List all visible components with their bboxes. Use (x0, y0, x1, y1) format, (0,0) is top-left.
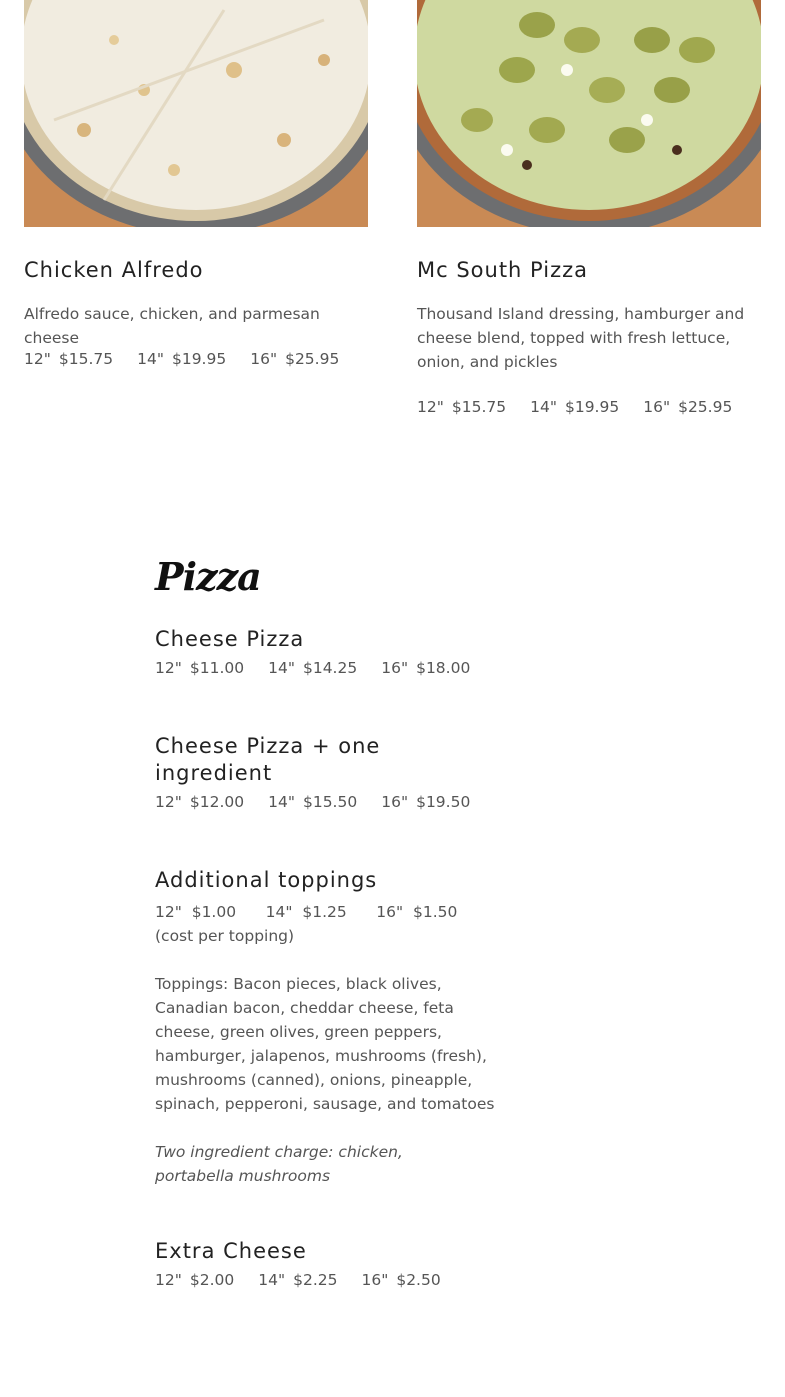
card-description: Alfredo sauce, chicken, and parmesan cheese (24, 305, 320, 347)
featured-card-mc-south-pizza (417, 0, 761, 416)
size-label: 12" (155, 659, 182, 677)
price-value: $19.95 (564, 398, 620, 416)
price-value: $15.75 (451, 398, 507, 416)
price-list (155, 793, 471, 811)
card-description: Thousand Island dressing, hamburger and cheese blend, topped with fresh lettuce, onion, and pickles (417, 305, 745, 371)
item-title: Cheese Pizza + one ingredient (155, 734, 381, 785)
size-label: 12" (24, 350, 51, 368)
menu-item-cheese-pizza (155, 626, 505, 677)
toppings-price-line: 12" $1.00 14" $1.25 16" $1.50 (cost per topping) (155, 903, 468, 945)
price-value: $25.95 (285, 350, 340, 368)
size-label: 14" (137, 350, 164, 368)
price-14 (268, 793, 357, 811)
price-value: $12.00 (189, 793, 245, 811)
price-16 (643, 398, 732, 416)
price-list (417, 398, 732, 416)
pizza-menu-section (155, 548, 505, 1289)
price-12 (155, 1271, 234, 1289)
size-label: 16" (361, 1271, 389, 1289)
price-16 (361, 1271, 440, 1289)
price-value: $15.50 (302, 793, 358, 811)
price-list (24, 350, 339, 368)
size-label: 16" (381, 793, 409, 811)
price-12 (155, 659, 244, 677)
price-value: $19.50 (416, 793, 471, 811)
price-14 (258, 1271, 337, 1289)
mc-south-pizza-photo (417, 0, 761, 227)
price-16 (381, 659, 470, 677)
price-12 (417, 398, 506, 416)
menu-item-cheese-pizza-one-ingredient (155, 733, 471, 811)
price-value: $14.25 (302, 659, 358, 677)
size-label: 16" (250, 350, 278, 368)
item-title: Cheese Pizza (155, 627, 305, 651)
section-heading: Pizza (155, 554, 261, 599)
price-value: $15.75 (58, 350, 114, 368)
price-16 (250, 350, 339, 368)
price-value: $19.95 (171, 350, 227, 368)
price-12 (155, 793, 244, 811)
size-label: 16" (643, 398, 671, 416)
chicken-alfredo-photo (24, 0, 368, 227)
price-value: $11.00 (189, 659, 245, 677)
price-value: $18.00 (416, 659, 471, 677)
price-12 (24, 350, 113, 368)
price-14 (268, 659, 357, 677)
featured-card-chicken-alfredo (24, 0, 368, 368)
two-ingredient-note: Two ingredient charge: chicken, portabella mushrooms (155, 1143, 403, 1185)
price-14 (137, 350, 226, 368)
size-label: 14" (530, 398, 557, 416)
price-value: $2.25 (293, 1271, 338, 1289)
card-title: Chicken Alfredo (24, 258, 204, 282)
price-value: $2.00 (189, 1271, 235, 1289)
price-16 (381, 793, 470, 811)
size-label: 14" (268, 793, 295, 811)
price-value: $25.95 (678, 398, 733, 416)
size-label: 12" (155, 1271, 182, 1289)
toppings-list: Toppings: Bacon pieces, black olives, Canadian bacon, cheddar cheese, feta cheese, green olives, green peppers, hamburger, jalapenos, mushrooms (fresh), mushrooms (canned), onions, pineapple, spinach, pepperoni, sausage, and tomatoes (155, 975, 495, 1113)
size-label: 14" (268, 659, 295, 677)
price-list (155, 1271, 505, 1289)
size-label: 12" (417, 398, 444, 416)
price-14 (530, 398, 619, 416)
item-title: Extra Cheese (155, 1239, 307, 1263)
menu-item-extra-cheese (155, 1238, 505, 1289)
price-list (155, 659, 505, 677)
size-label: 14" (258, 1271, 286, 1289)
size-label: 16" (381, 659, 409, 677)
card-title: Mc South Pizza (417, 258, 588, 282)
item-title: Additional toppings (155, 868, 378, 892)
size-label: 12" (155, 793, 182, 811)
menu-item-additional-toppings (155, 867, 505, 1188)
price-value: $2.50 (396, 1271, 441, 1289)
